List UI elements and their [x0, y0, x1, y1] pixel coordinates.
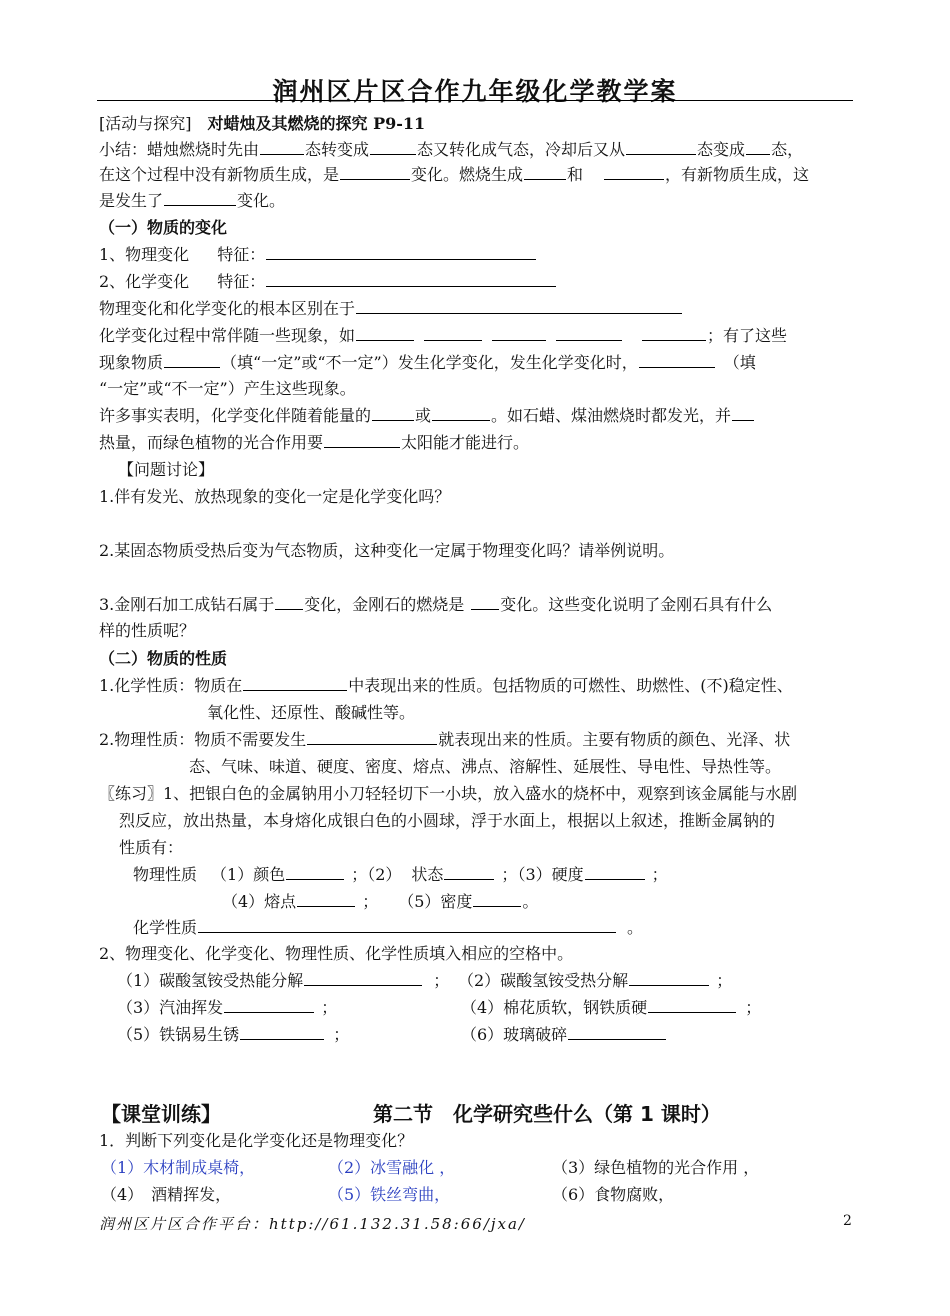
- blank[interactable]: [340, 164, 410, 180]
- blank[interactable]: [275, 594, 303, 610]
- section-title: 第二节 化学研究些什么（第 1 课时）: [373, 1102, 721, 1126]
- activity-heading: 对蜡烛及其燃烧的探究 P9-11: [207, 114, 426, 133]
- blank[interactable]: [642, 325, 706, 341]
- blank[interactable]: [568, 1024, 666, 1040]
- blank[interactable]: [372, 405, 414, 421]
- energy-line-1: 许多事实表明，化学变化伴随着能量的 或 。如石蜡、煤油燃烧时都发光，并: [99, 405, 755, 427]
- blank[interactable]: [732, 405, 754, 421]
- blank[interactable]: [260, 139, 304, 155]
- blank[interactable]: [224, 997, 314, 1013]
- blank[interactable]: [648, 997, 736, 1013]
- discussion-q1: 1.伴有发光、放热现象的变化一定是化学变化吗？: [99, 487, 451, 506]
- blank[interactable]: [324, 432, 400, 448]
- physical-change-line: 1、物理变化 特征：: [99, 244, 537, 266]
- blank[interactable]: [243, 675, 347, 691]
- page-title: 润州区片区合作九年级化学教学案: [272, 77, 678, 106]
- blank[interactable]: [164, 352, 220, 368]
- blank[interactable]: [473, 891, 521, 907]
- chemical-property-line-2: 氧化性、还原性、酸碱性等。: [207, 703, 416, 722]
- phenomena-line-3: “一定”或“不一定”）产生这些现象。: [99, 379, 356, 398]
- blank[interactable]: [266, 271, 556, 287]
- blank[interactable]: [356, 298, 682, 314]
- blank[interactable]: [639, 352, 715, 368]
- activity-line: [99, 113, 425, 135]
- physical-properties-row-2: （4）熔点 ； （5）密度 。: [222, 892, 539, 911]
- option-1: （1）木材制成桌椅，: [101, 1158, 256, 1177]
- blank[interactable]: [432, 405, 490, 421]
- training-heading: 【课堂训练】: [101, 1102, 221, 1126]
- phenomena-line-2: 现象物质 （填“一定”或“不一定”）发生化学变化，发生化学变化时， （填: [99, 353, 756, 372]
- practice-item-2: （2）碳酸氢铵受热分解 ；: [458, 971, 733, 990]
- blank[interactable]: [297, 891, 355, 907]
- practice-item-5: （5）铁锅易生锈 ；: [117, 1025, 350, 1044]
- chemical-properties-row: 化学性质 。: [133, 918, 644, 937]
- practice-line-2: 烈反应，放出热量，本身熔化成银白色的小圆球，浮于水面上，根据以上叙述，推断金属钠的: [119, 811, 776, 830]
- blank[interactable]: [626, 139, 696, 155]
- discussion-q3-cont: 样的性质呢？: [99, 621, 196, 640]
- training-q1: 1．判断下列变化是化学变化还是物理变化？: [99, 1131, 414, 1150]
- practice-line-1: 〖练习〗1、把银白色的金属钠用小刀轻轻切下一小块，放入盛水的烧杯中，观察到该金属能与水剧: [99, 784, 798, 803]
- blank[interactable]: [585, 864, 645, 880]
- option-5: （5）铁丝弯曲，: [328, 1185, 451, 1204]
- summary-line-1: 小结：蜡烛燃烧时先由 态转变成 态又转化成气态，冷却后又从 态变成 态，: [99, 140, 804, 159]
- energy-line-2: 热量，而绿色植物的光合作用要 太阳能才能进行。: [99, 433, 530, 452]
- discussion-q2: 2.某固态物质受热后变为气态物质，这种变化一定属于物理变化吗？请举例说明。: [99, 541, 675, 560]
- blank[interactable]: [307, 729, 437, 745]
- blank[interactable]: [556, 325, 622, 341]
- blank[interactable]: [240, 1024, 324, 1040]
- practice-item-3: （3）汽油挥发 ；: [117, 998, 338, 1017]
- blank[interactable]: [266, 244, 536, 260]
- practice-line-3: 性质有：: [119, 838, 184, 857]
- summary-line-2: 在这个过程中没有新物质生成，是 变化。燃烧生成 和 ，有新物质生成，这: [99, 165, 810, 184]
- page-number: 2: [843, 1213, 852, 1229]
- practice-item-1: （1）碳酸氢铵受热能分解 ；: [117, 971, 450, 990]
- blank[interactable]: [471, 594, 499, 610]
- chemical-change-line: 2、化学变化 特征：: [99, 271, 557, 293]
- blank[interactable]: [524, 164, 566, 180]
- chemical-property-line-1: 1.化学性质：物质在 中表现出来的性质。包括物质的可燃性、助燃性、(不)稳定性、: [99, 676, 793, 695]
- blank[interactable]: [746, 139, 770, 155]
- activity-tag: [活动与探究]: [99, 114, 192, 133]
- physical-property-line-1: 2.物理性质：物质不需要发生 就表现出来的性质。主要有物质的颜色、光泽、状: [99, 730, 791, 749]
- phenomena-line-1: 化学变化过程中常伴随一些现象，如 ；有了这些: [99, 326, 788, 345]
- option-6: （6）食物腐败，: [552, 1185, 675, 1204]
- blank[interactable]: [444, 864, 494, 880]
- blank[interactable]: [164, 190, 236, 206]
- physical-property-line-2: 态、气味、味道、硬度、密度、熔点、沸点、溶解性、延展性、导电性、导热性等。: [189, 757, 782, 776]
- blank[interactable]: [424, 325, 482, 341]
- title-rule: [97, 100, 853, 101]
- blank[interactable]: [629, 970, 709, 986]
- discussion-q3: 3.金刚石加工成钻石属于 变化，金刚石的燃烧是 变化。这些变化说明了金刚石具有什么: [99, 595, 773, 614]
- blank[interactable]: [198, 917, 616, 933]
- difference-line: 物理变化和化学变化的根本区别在于: [99, 298, 683, 320]
- footer-platform: 润州区片区合作平台：http://61.132.31.58:66/jxa/: [99, 1215, 526, 1233]
- blank[interactable]: [492, 325, 546, 341]
- physical-properties-row-1: 物理性质 （1）颜色 ；（2） 状态 ；（3）硬度 ；: [133, 865, 668, 884]
- section-heading-changes: （一）物质的变化: [99, 218, 228, 237]
- practice-q2: 2、物理变化、化学变化、物理性质、化学性质填入相应的空格中。: [99, 944, 574, 963]
- option-4: （4） 酒精挥发，: [101, 1185, 232, 1204]
- blank[interactable]: [304, 970, 422, 986]
- blank[interactable]: [286, 864, 344, 880]
- blank[interactable]: [356, 325, 414, 341]
- discussion-heading: 【问题讨论】: [118, 460, 215, 479]
- option-2: （2）冰雪融化 ，: [328, 1158, 456, 1177]
- section-heading-properties: （二）物质的性质: [99, 649, 228, 668]
- blank[interactable]: [370, 139, 416, 155]
- summary-line-3: 是发生了 变化。: [99, 191, 286, 210]
- practice-item-6: （6）玻璃破碎: [461, 1024, 667, 1046]
- option-3: （3）绿色植物的光合作用 ，: [552, 1158, 760, 1177]
- practice-item-4: （4）棉花质软，钢铁质硬 ；: [461, 998, 762, 1017]
- blank[interactable]: [604, 164, 664, 180]
